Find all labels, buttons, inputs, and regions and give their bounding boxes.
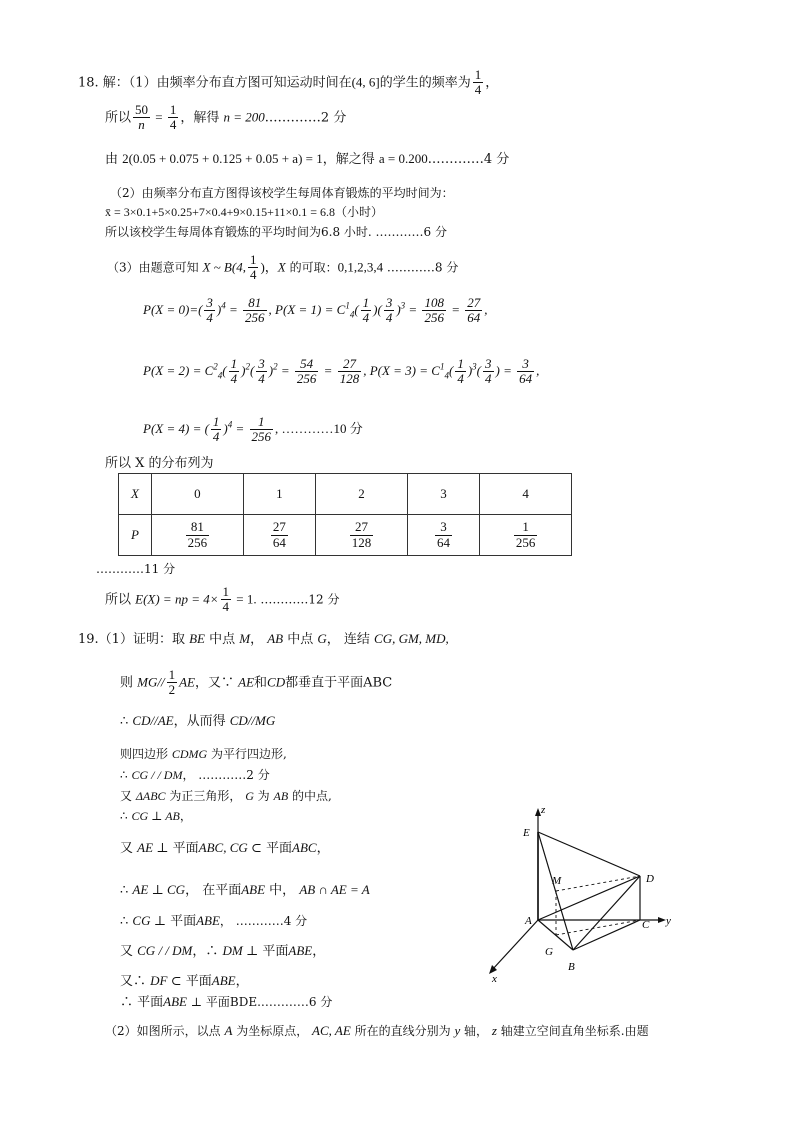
text: 为 — [253, 789, 274, 803]
fraction — [204, 296, 215, 326]
formula: CG ⊥ — [132, 913, 166, 928]
exp: 1 — [439, 361, 445, 372]
text: 的可取： — [285, 260, 338, 275]
label-x: x — [492, 973, 497, 985]
num: 27 — [467, 295, 481, 310]
num: 108 — [424, 295, 444, 310]
label-z: z — [541, 804, 546, 816]
num: 81 — [186, 520, 210, 535]
q19-line-9 — [120, 882, 370, 899]
label-C: C — [642, 919, 650, 931]
text: ( — [476, 362, 481, 378]
score-mark: ， …………2 分 — [182, 768, 270, 782]
text: 的中点, — [288, 789, 332, 803]
formula: CD//MG — [229, 713, 276, 728]
distribution-table — [118, 473, 572, 556]
den: 128 — [351, 534, 372, 550]
text: ) = — [495, 362, 516, 378]
var: M — [239, 631, 251, 646]
table-head: X — [119, 474, 152, 515]
num: 1 — [457, 356, 464, 371]
text: 中点 — [204, 632, 240, 647]
formula: DF ⊂ — [150, 973, 182, 988]
q19-line-10 — [120, 913, 307, 930]
var: ABE — [196, 913, 220, 928]
var: A — [224, 1023, 233, 1038]
text: , — [268, 301, 276, 317]
exp: 1 — [345, 300, 350, 311]
num: 54 — [295, 357, 319, 372]
table-cell: 2 — [316, 474, 408, 515]
num: 3 — [517, 357, 534, 372]
text: ⊥ 平面BDE.…………6 分 — [186, 995, 333, 1009]
text: 平面 — [181, 974, 212, 989]
q18-line-7 — [107, 253, 458, 283]
text: ) — [396, 301, 401, 317]
text: 又 — [120, 841, 138, 856]
text: P(X = 3) = C — [369, 362, 440, 378]
q18-expectation — [105, 585, 340, 615]
edge-BC — [573, 920, 640, 950]
den: 4 — [206, 310, 213, 326]
text: 都垂直于平面ABC — [285, 675, 393, 691]
text: ， — [485, 75, 499, 91]
exp: 2 — [245, 361, 250, 372]
fraction — [243, 296, 267, 326]
edge-AB — [538, 920, 573, 950]
text: 所以 — [105, 592, 136, 608]
table-cell: 4 — [480, 474, 572, 515]
text: 轴建立空间直角坐标系.由题 — [496, 1024, 649, 1038]
num: 27 — [338, 357, 362, 372]
text: , — [536, 362, 540, 378]
table-cell — [480, 515, 572, 556]
q19-line-4 — [120, 747, 287, 761]
den: 256 — [296, 371, 317, 387]
text: 中点 — [283, 632, 318, 647]
exp: 3 — [472, 361, 477, 372]
fraction — [250, 415, 274, 445]
label-G: G — [545, 946, 553, 958]
den: 4 — [385, 310, 393, 326]
text: = — [225, 301, 242, 317]
score-mark: .…………2 分 — [264, 110, 347, 126]
den: 4 — [258, 371, 265, 387]
num: 1 — [230, 356, 238, 371]
q19-line-5 — [120, 768, 270, 782]
num: 1 — [250, 415, 274, 430]
num: 3 — [206, 295, 213, 310]
label-E: E — [523, 827, 530, 839]
text: 又 — [120, 944, 138, 959]
den: 256 — [245, 310, 265, 326]
text: 又∴ — [120, 974, 151, 989]
text: ，解之得 — [322, 152, 379, 167]
den: 256 — [251, 429, 272, 445]
fraction — [211, 415, 222, 445]
text: ， — [312, 944, 326, 959]
text: ∴ — [120, 714, 133, 729]
var: ABE — [163, 994, 187, 1009]
text: ， 在平面 — [185, 883, 242, 898]
q18-line-5 — [105, 205, 383, 219]
q18-line-3 — [105, 151, 509, 168]
table-head: P — [119, 515, 152, 556]
text: P(X = 4) = ( — [143, 420, 209, 436]
q18-prob-line-3 — [143, 415, 363, 445]
text: , — [484, 301, 488, 317]
text: = — [320, 362, 336, 378]
text: = — [152, 109, 166, 125]
num: 1 — [222, 584, 229, 599]
text: ， — [316, 841, 330, 856]
text: （2）如图所示，以点 — [105, 1024, 225, 1038]
text: 为正三角形， — [165, 789, 246, 803]
text: ) — [223, 420, 228, 436]
solid-geometry-figure — [470, 800, 680, 985]
fraction — [229, 357, 240, 387]
q18-score-11: …………11 分 — [96, 562, 176, 576]
fraction — [384, 296, 395, 326]
fraction — [350, 520, 374, 550]
table-cell — [407, 515, 479, 556]
formula: X ~ B(4, — [202, 259, 246, 275]
q19-line-14 — [105, 1023, 649, 1040]
den: n — [138, 117, 145, 133]
text: P(X = 2) = C — [143, 362, 214, 378]
var: AB — [273, 789, 289, 803]
fraction — [422, 296, 446, 326]
den: 2 — [168, 682, 176, 698]
y-arrow — [658, 917, 666, 923]
var: y — [454, 1023, 461, 1038]
text: 为坐标原点， — [232, 1024, 313, 1038]
fraction — [465, 296, 482, 326]
table-cell: 3 — [407, 474, 479, 515]
exp: 3 — [400, 300, 406, 311]
num: 1 — [362, 295, 370, 310]
q18-line-1 — [78, 68, 498, 98]
text: 则四边形 — [120, 747, 172, 761]
label-D: D — [646, 873, 654, 885]
den: 64 — [467, 310, 481, 326]
text: 由 — [105, 152, 123, 167]
text: ( — [448, 362, 454, 378]
fraction — [221, 585, 232, 615]
den: 64 — [437, 534, 450, 550]
fraction — [168, 103, 179, 133]
text: ， — [179, 809, 192, 823]
table-row — [119, 515, 572, 556]
num: 3 — [258, 356, 265, 371]
fraction — [361, 296, 372, 326]
var: CD — [267, 674, 286, 690]
den: 256 — [424, 310, 444, 326]
q19-line-13 — [120, 994, 332, 1011]
exp: 4 — [227, 419, 233, 430]
q18-prob-line-2 — [143, 357, 539, 387]
text: ∴ — [120, 883, 133, 898]
exp: 4 — [221, 300, 226, 311]
fraction — [514, 520, 538, 550]
q19-line-8 — [120, 840, 330, 857]
fraction — [248, 253, 259, 283]
text: P(X = 0)=( — [143, 301, 203, 317]
text: ) — [216, 301, 222, 317]
text: 所在的直线分别为 — [350, 1024, 455, 1038]
num: 81 — [243, 296, 267, 311]
num: 1 — [514, 520, 538, 535]
formula: CD//AE — [132, 713, 174, 728]
den: 4 — [230, 371, 238, 387]
score-mark: .…………4 分 — [427, 152, 510, 167]
text: （3）由题意可知 — [107, 260, 203, 275]
formula: 0,1,2,3,4 — [337, 259, 384, 275]
exp: 2 — [213, 361, 218, 372]
formula: AB ∩ AE = A — [299, 882, 370, 897]
formula: = 1. — [233, 591, 257, 607]
dashed-MD — [556, 876, 640, 891]
formula: AE ⊥ CG — [132, 882, 186, 897]
q19-line-12 — [120, 973, 249, 990]
fraction — [295, 357, 319, 387]
text: ∴ 平面 — [120, 995, 164, 1010]
text: 19.（1）证明：取 — [78, 632, 190, 647]
formula: x̄ = 3×0.1+5×0.25+7×0.4+9×0.15+11×0.1 = 6.8 — [105, 205, 335, 219]
num: 1 — [249, 252, 257, 267]
formula: ABC, CG ⊂ — [198, 840, 262, 855]
q18-line-6: 所以该校学生每周体育锻炼的平均时间为6.8 小时. …………6 分 — [105, 225, 447, 239]
text: ， — [250, 632, 268, 647]
num: 1 — [169, 102, 177, 117]
edge-BD — [573, 876, 640, 950]
text: ) — [268, 362, 274, 378]
fraction — [455, 357, 466, 387]
text: ) — [241, 362, 246, 378]
table-cell — [151, 515, 243, 556]
text: ( — [222, 362, 227, 378]
den: 4 — [212, 429, 220, 445]
q19-line-3 — [120, 713, 275, 730]
table-row — [119, 474, 572, 515]
text: 的学生的频率为 — [379, 75, 471, 91]
var: ΔABC — [135, 789, 166, 803]
table-cell — [243, 515, 315, 556]
formula: a = 0.200 — [378, 151, 428, 166]
text: 平面 — [258, 944, 289, 959]
num: 1 — [474, 67, 482, 82]
formula: n = 200 — [223, 109, 265, 125]
var: AE — [179, 674, 195, 690]
formula: AE ⊥ — [137, 840, 169, 855]
interval: (4, 6] — [351, 74, 380, 90]
q18-prob-line-1 — [143, 296, 487, 326]
text: ，从而得 — [173, 714, 230, 729]
var: ABE — [288, 943, 313, 958]
text: = — [232, 420, 248, 436]
num: 3 — [435, 520, 452, 535]
label-B: B — [568, 961, 575, 973]
var: G — [245, 789, 254, 803]
x-axis — [492, 920, 538, 970]
label-y: y — [666, 915, 671, 927]
text: = — [447, 301, 464, 317]
fraction — [133, 103, 150, 133]
num: 27 — [272, 519, 286, 535]
num: 27 — [350, 520, 374, 535]
q19-line-2 — [120, 668, 392, 698]
num: 3 — [485, 356, 492, 371]
sub: 4 — [217, 370, 223, 381]
var: BE — [189, 631, 205, 646]
den: 128 — [339, 371, 360, 387]
text: ) — [467, 362, 473, 378]
den: 4 — [362, 310, 370, 326]
text: ， — [235, 974, 249, 989]
fraction — [256, 357, 267, 387]
text: 平面 — [261, 841, 293, 856]
num: 1 — [212, 414, 220, 429]
num: 3 — [385, 295, 393, 310]
fraction — [186, 520, 210, 550]
den: 4 — [457, 371, 464, 387]
var: ABC — [292, 840, 317, 855]
den: 4 — [485, 371, 492, 387]
var: ABE — [211, 973, 236, 988]
den: 4 — [474, 82, 482, 98]
q18-line-2 — [105, 103, 346, 133]
score-mark: …………8 分 — [383, 260, 459, 275]
den: 4 — [169, 117, 177, 133]
text: ∴ — [120, 914, 133, 929]
label-M: M — [552, 875, 562, 887]
formula: CG / / DM — [131, 768, 183, 782]
fraction — [338, 357, 362, 387]
text: ， 连结 — [326, 632, 375, 647]
fraction — [517, 357, 534, 387]
sub: 4 — [349, 309, 355, 320]
text: 18. 解：（1）由频率分布直方图可知运动时间在 — [78, 75, 352, 91]
formula: DM ⊥ — [222, 943, 259, 958]
text: ∴ — [120, 809, 132, 823]
text: ，又∵ — [194, 675, 239, 691]
fraction — [473, 68, 484, 98]
var: z — [491, 1023, 497, 1038]
q18-dist-title: 所以 X 的分布列为 — [105, 456, 214, 471]
formula: CG / / DM — [137, 943, 193, 958]
fraction — [435, 520, 452, 550]
text: ∴ — [120, 768, 132, 782]
formula: CG, GM, MD, — [374, 631, 449, 646]
formula: AC, AE — [312, 1023, 351, 1038]
text: )， — [260, 259, 278, 275]
formula: CG ⊥ AB — [131, 809, 180, 823]
text: ( — [249, 362, 255, 378]
var: AB — [267, 631, 284, 646]
text: 平面 — [165, 914, 197, 929]
text: 又 — [120, 789, 136, 803]
var: X — [277, 259, 286, 275]
formula: 2(0.05 + 0.075 + 0.125 + 0.05 + a) = 1 — [122, 151, 323, 166]
label-A: A — [525, 915, 532, 927]
var: AE — [238, 674, 255, 690]
var: CDMG — [171, 747, 208, 761]
text: 中， — [265, 883, 300, 898]
num: 1 — [168, 667, 176, 682]
num: 50 — [135, 102, 149, 117]
text: 为平行四边形, — [207, 747, 287, 761]
fraction — [167, 668, 178, 698]
den: 64 — [519, 371, 533, 387]
q19-line-1 — [78, 631, 449, 648]
exp: 2 — [273, 361, 278, 372]
den: 4 — [249, 267, 257, 283]
formula: E(X) = np = 4× — [135, 591, 219, 607]
text: = — [277, 362, 293, 378]
table-cell: 0 — [151, 474, 243, 515]
edge-EB — [538, 832, 573, 950]
text: = — [405, 301, 421, 317]
text: 平面 — [168, 841, 199, 856]
text: 和 — [254, 675, 268, 691]
text: P(X = 1) = C — [275, 301, 346, 317]
edge-ED — [538, 832, 640, 876]
unit: （小时） — [335, 205, 384, 219]
text: , — [363, 362, 370, 378]
text: ( — [354, 301, 359, 317]
text: )( — [373, 301, 382, 317]
text: ，∴ — [192, 944, 223, 959]
fraction — [483, 357, 494, 387]
den: 4 — [222, 599, 229, 615]
score-mark: , …………10 分 — [275, 420, 363, 436]
q19-line-6 — [120, 789, 332, 803]
text: 则 — [120, 675, 138, 691]
table-cell — [316, 515, 408, 556]
var: G — [317, 631, 327, 646]
text: ，解得 — [180, 110, 224, 126]
formula: MG// — [137, 674, 165, 690]
q18-line-4: （2）由频率分布直方图得该校学生每周体育锻炼的平均时间为： — [110, 186, 454, 200]
q19-line-11 — [120, 943, 325, 960]
text: 所以 — [105, 110, 132, 126]
fraction — [271, 520, 288, 550]
score-mark: …………12 分 — [256, 592, 340, 607]
den: 256 — [187, 534, 208, 550]
var: ABE — [241, 882, 266, 897]
text: 轴， — [460, 1024, 492, 1038]
q19-line-7 — [120, 809, 192, 823]
den: 64 — [272, 534, 286, 550]
table-cell: 1 — [243, 474, 315, 515]
score-mark: ， …………4 分 — [219, 914, 308, 928]
den: 256 — [515, 534, 536, 550]
sub: 4 — [444, 370, 449, 381]
